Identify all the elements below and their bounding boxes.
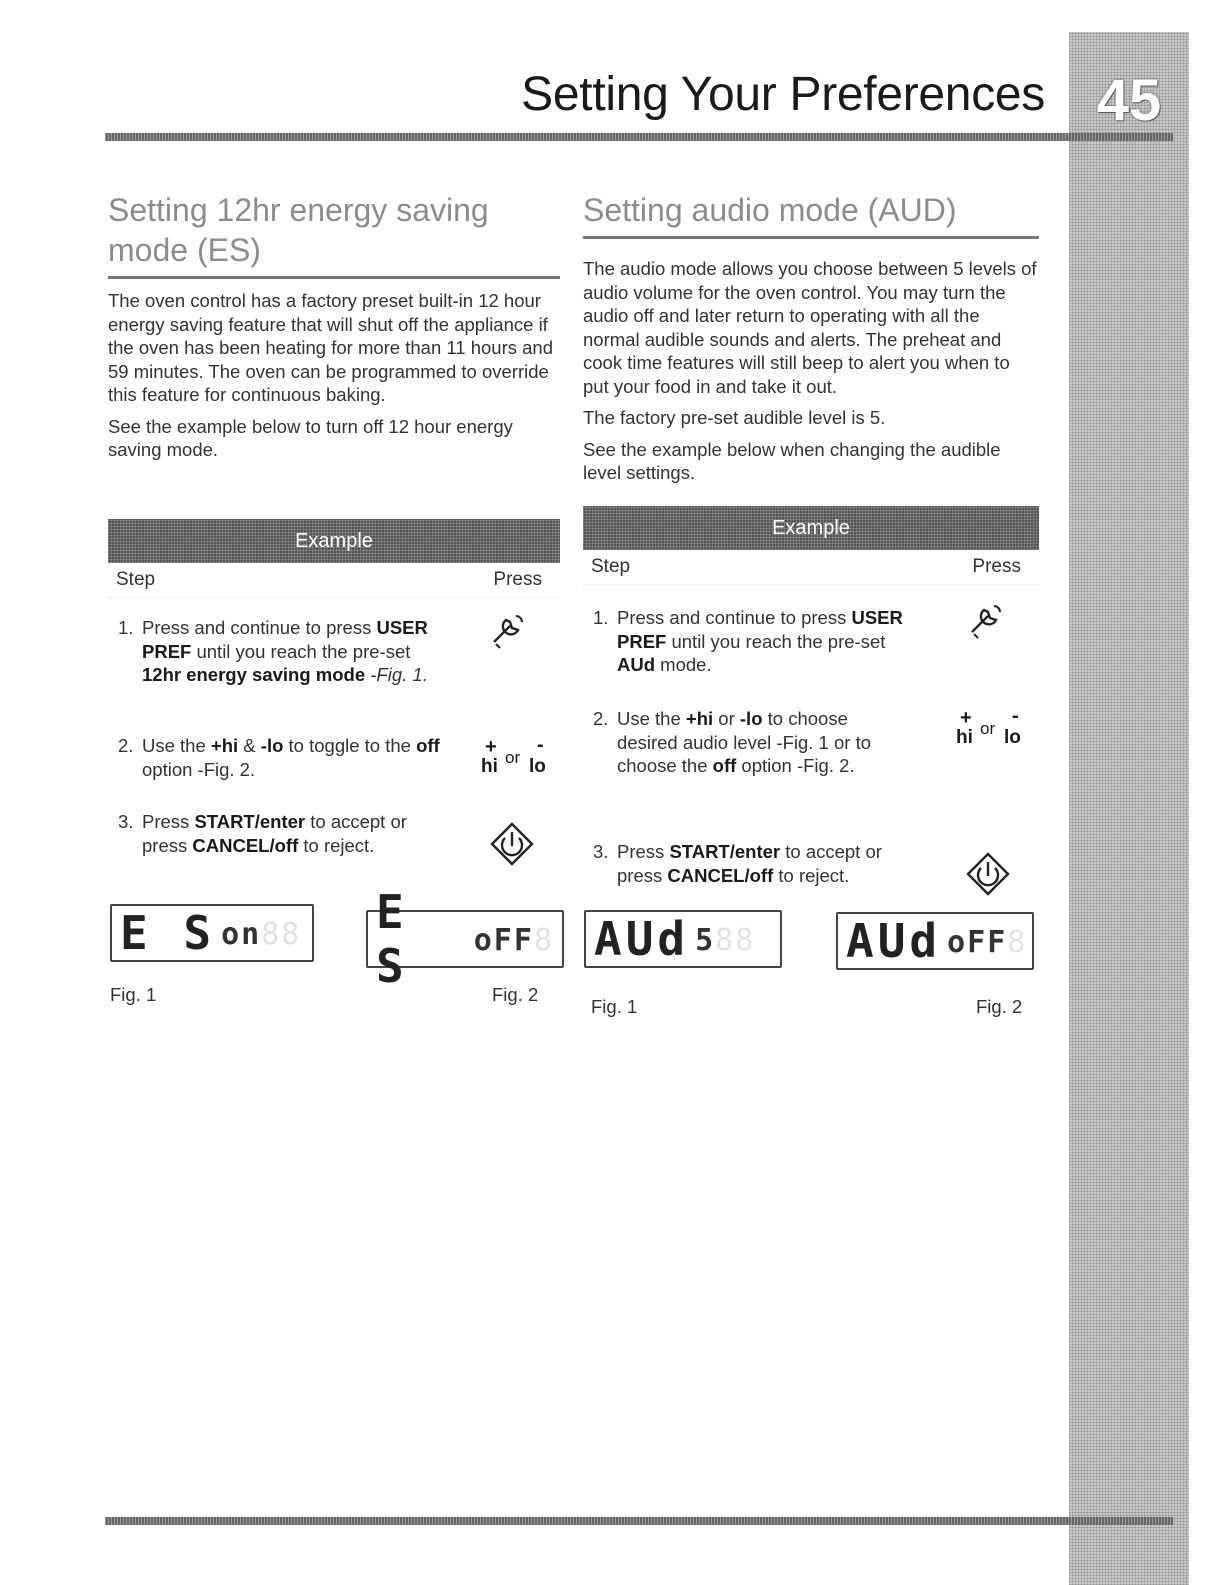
step-number: 3.	[593, 841, 609, 862]
example-header: Example	[583, 506, 1039, 550]
step-text: Use the +hi or -lo to choose desired audio level -Fig. 1 or to choose the off option -Fig. 2.	[617, 708, 871, 776]
header-rule	[105, 133, 1173, 141]
press-column-label: Press	[972, 556, 1021, 577]
paragraph: See the example below to turn off 12 hour energy saving mode.	[108, 415, 513, 460]
page-side-band	[1069, 32, 1189, 1585]
page-number: 45	[1096, 68, 1162, 133]
display-fig2: AUd oFF 8	[836, 912, 1034, 970]
display-fig1: E S on 88	[110, 904, 314, 962]
figure-label: Fig. 1	[110, 984, 157, 1005]
example-table	[583, 506, 1039, 585]
step-text: Press START/enter to accept or press CANCEL/off to reject.	[142, 811, 407, 856]
hi-lo-keys-icon: + - hi or lo	[956, 705, 1021, 748]
step-press-header	[583, 550, 1039, 585]
step-text: Use the +hi & -lo to toggle to the off option -Fig. 2.	[142, 735, 440, 780]
hi-lo-keys-icon: + - hi or lo	[481, 734, 546, 777]
section-heading-rule	[583, 236, 1039, 239]
step-column-label: Step	[591, 556, 631, 577]
paragraph: The factory pre-set audible level is 5.	[583, 407, 886, 428]
section-heading-rule	[108, 276, 560, 279]
audio-mode-section	[583, 190, 1039, 485]
step-number: 2.	[593, 708, 609, 729]
step-text: Press and continue to press USER PREF until you reach the pre-set 12hr energy saving mode -Fig. 1.	[142, 617, 428, 685]
step-number: 1.	[593, 607, 609, 628]
example-table	[108, 519, 560, 598]
energy-saving-section	[108, 190, 560, 462]
step-number: 2.	[118, 735, 134, 756]
step-text: Press and continue to press USER PREF until you reach the pre-set AUd mode.	[617, 607, 903, 675]
page-title: Setting Your Preferences	[521, 68, 1045, 121]
figure-label: Fig. 2	[976, 996, 1023, 1017]
paragraph: The oven control has a factory preset built-in 12 hour energy saving feature that will shut off the appliance if the oven has been heating for more than 11 hours and 59 minutes. The oven can be programmed to override this feature for continuous baking.	[108, 290, 554, 405]
paragraph: The audio mode allows you choose between 5 levels of audio volume for the oven control. You may turn the audio off and later return to operating with all the normal audible sounds and alerts. The preheat and cook time features will still beep to alert you when to put your food in and take it out.	[583, 258, 1037, 397]
figure-label: Fig. 1	[591, 996, 638, 1017]
press-column-label: Press	[493, 569, 542, 590]
section-heading: Setting audio mode (AUD)	[583, 192, 957, 228]
paragraph: See the example below when changing the audible level settings.	[583, 438, 1001, 483]
display-fig1: AUd 5 88	[584, 910, 782, 968]
display-fig2: E S oFF 8	[366, 910, 564, 968]
user-pref-key-icon	[964, 602, 1008, 647]
figure-label: Fig. 2	[492, 984, 539, 1005]
start-key-icon	[966, 852, 1010, 901]
start-key-icon	[490, 822, 534, 871]
step-press-header	[108, 563, 560, 598]
footer-rule	[105, 1517, 1173, 1525]
example-header: Example	[108, 519, 560, 563]
step-number: 1.	[118, 617, 134, 638]
section-heading: Setting 12hr energy saving mode (ES)	[108, 192, 489, 268]
step-text: Press START/enter to accept or press CANCEL/off to reject.	[617, 841, 882, 886]
step-number: 3.	[118, 811, 134, 832]
user-pref-key-icon	[486, 612, 530, 657]
step-column-label: Step	[116, 569, 156, 590]
